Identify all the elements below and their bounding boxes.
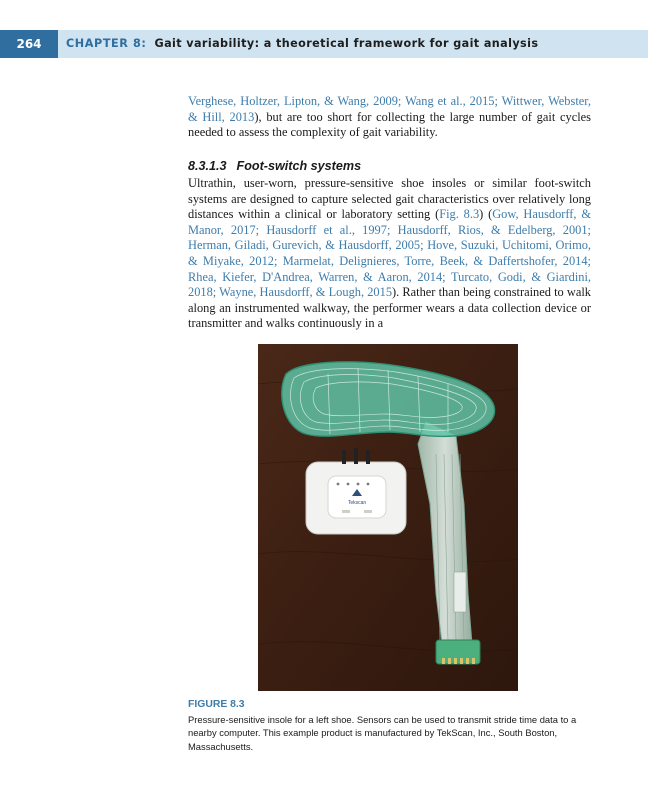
figure-label: FIGURE 8.3 <box>188 699 245 710</box>
insole-photo-illustration <box>258 344 518 691</box>
section-title: Foot-switch systems <box>236 159 362 173</box>
device-brand-text: Tekscan <box>347 500 367 506</box>
figure-photo <box>258 344 518 691</box>
chapter-title: Gait variability: a theoretical framework for gait analysis <box>154 37 539 50</box>
paragraph-1 <box>188 94 591 141</box>
section-number: 8.3.1.3 <box>188 159 227 173</box>
chapter-label: CHAPTER 8: <box>66 37 147 50</box>
paragraph-text: ). Rather than being constrained to walk along an instrumented walkway, the performer wears a data collection device or transmitter and walks continuously in a <box>188 285 591 331</box>
paragraph-text: ), but are too short for collecting the large number of gait cycles needed to assess the complexity of gait variability. <box>188 109 591 140</box>
cable-label-strip <box>454 572 466 612</box>
page-number: 264 <box>0 30 58 58</box>
paragraph-2 <box>188 176 591 332</box>
figure-caption-text: Pressure-sensitive insole for a left shoe. Sensors can be used to transmit stride time data to a nearby computer. This example product is manufactured by TekScan, Inc., South Boston, Massachusetts. <box>188 714 577 752</box>
section-heading <box>188 159 361 173</box>
citation-link[interactable]: Verghese, Holtzer, Lipton, & Wang, 2009; Wang et al., 2015; Wittwer, Webster, & Hill, 2013 <box>188 94 591 124</box>
chapter-heading <box>66 30 538 58</box>
figure-caption <box>188 698 591 753</box>
citation-link[interactable]: Gow, Hausdorff, & Manor, 2017; Hausdorff et al., 1997; Hausdorff, Rios, & Edelberg, 2001; Herman, Giladi, Gurevich, & Hausdorff, 2005; Hove, Suzuki, Uchitomi, Orimo, & Miyake, 2012; Marmelat, Delignieres, Torre, Beek, & Daffertshofer, 2014; Rhea, Kiefer, D'Andrea, Warren, & Aaron, 2014; Turcato, Godi, & Giardini, 2018; Wayne, Hausdorff, & Lough, 2015 <box>188 207 591 300</box>
figure-reference-link[interactable]: Fig. 8.3 <box>439 207 480 222</box>
running-header <box>0 30 648 58</box>
paragraph-text: Ultrathin, user-worn, pressure-sensitive shoe insoles or similar foot-switch systems are designed to capture selected gait characteristics over relatively long distances within a clinical or laboratory setting ( <box>188 176 591 222</box>
paragraph-text: ) ( <box>479 207 493 222</box>
